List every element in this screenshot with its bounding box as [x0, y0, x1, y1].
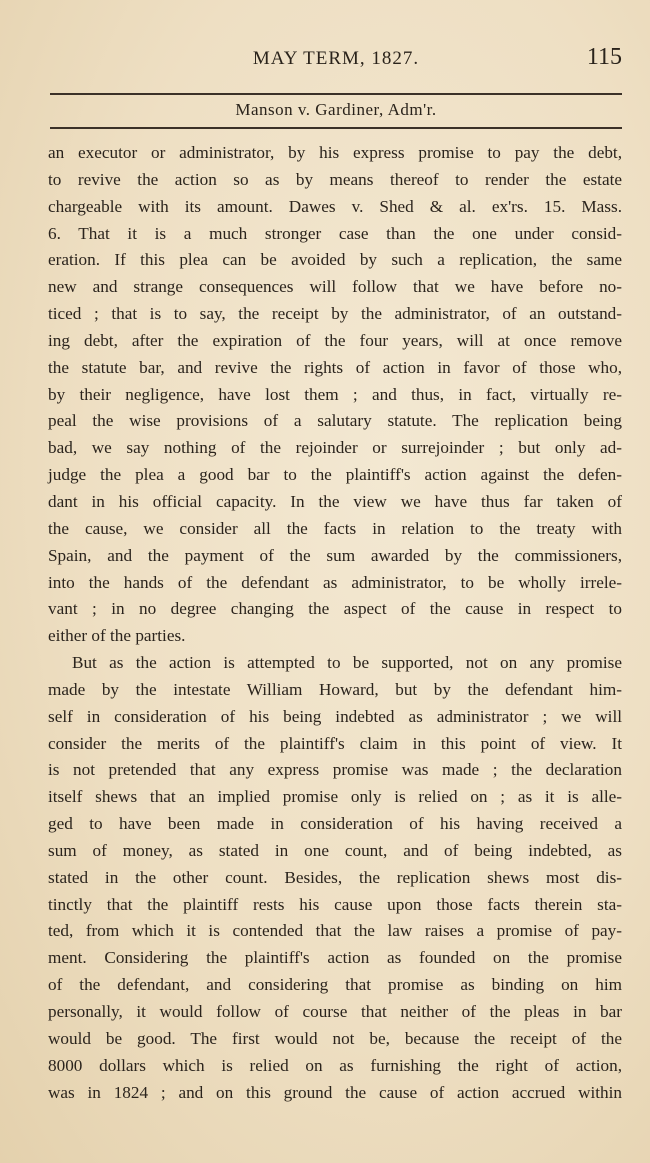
- text-line: sum of money, as stated in one count, and of being indebted, as: [48, 840, 622, 860]
- text-line: Spain, and the payment of the sum awarded by the commissioners,: [48, 545, 622, 565]
- body-text: [48, 140, 622, 1106]
- text-line: ged to have been made in consideration of his having received a: [48, 814, 622, 834]
- text-line: either of the parties.: [48, 626, 186, 646]
- text-line: ing debt, after the expiration of the four years, will at once remove: [48, 330, 622, 350]
- header-rule-top: [50, 93, 622, 95]
- text-line: was in 1824 ; and on this ground the cause of action accrued within: [48, 1082, 622, 1102]
- text-line: personally, it would follow of course that neither of the pleas in bar: [48, 1002, 622, 1021]
- text-line: itself shews that an implied promise only is relied on ; as it is alle-: [48, 787, 622, 807]
- text-line: bad, we say nothing of the rejoinder or surrejoinder ; but only ad-: [48, 438, 622, 458]
- text-line: consider the merits of the plaintiff's claim in this point of view. It: [48, 733, 622, 753]
- text-line: stated in the other count. Besides, the replication shews most dis-: [48, 867, 622, 887]
- text-line: 6. That it is a much stronger case than the one under consid-: [48, 223, 622, 243]
- text-line: But as the action is attempted to be supported, not on any promise: [72, 653, 622, 673]
- text-line: to revive the action so as by means thereof to render the estate: [48, 169, 622, 189]
- text-line: peal the wise provisions of a salutary statute. The replication being: [48, 411, 622, 431]
- case-heading: Manson v. Gardiner, Adm'r.: [235, 100, 437, 119]
- text-line: by their negligence, have lost them ; and thus, in fact, virtually re-: [48, 384, 622, 404]
- text-line: the cause, we consider all the facts in relation to the treaty with: [48, 518, 622, 538]
- text-line: eration. If this plea can be avoided by such a replication, the same: [48, 250, 622, 270]
- text-line: ticed ; that is to say, the receipt by the administrator, of an outstand-: [48, 304, 622, 324]
- text-line: of the defendant, and considering that promise as binding on him: [48, 975, 622, 995]
- text-line: judge the plea a good bar to the plaintiff's action against the defen-: [48, 465, 622, 485]
- page-number: 115: [586, 44, 622, 70]
- text-line: into the hands of the defendant as administrator, to be wholly irrele-: [48, 572, 622, 592]
- text-line: dant in his official capacity. In the view we have thus far taken of: [48, 491, 622, 511]
- header-rule-bottom: [50, 127, 622, 129]
- text-line: ment. Considering the plaintiff's action as founded on the promise: [48, 948, 622, 968]
- running-title: MAY TERM, 1827.: [252, 48, 420, 69]
- running-header: [48, 44, 624, 74]
- text-line: vant ; in no degree changing the aspect of the cause in respect to: [48, 599, 622, 619]
- text-line: ted, from which it is contended that the law raises a promise of pay-: [48, 921, 622, 941]
- text-line: 8000 dollars which is relied on as furnishing the right of action,: [48, 1055, 622, 1075]
- text-line: chargeable with its amount. Dawes v. Shed & al. ex'rs. 15. Mass.: [48, 196, 622, 216]
- text-line: is not pretended that any express promise was made ; the declaration: [48, 760, 622, 780]
- text-line: made by the intestate William Howard, but by the defendant him-: [48, 679, 622, 699]
- text-line: the statute bar, and revive the rights of action in favor of those who,: [48, 357, 622, 377]
- text-line: would be good. The first would not be, because the receipt of the: [48, 1028, 622, 1048]
- text-line: self in consideration of his being indebted as administrator ; we will: [48, 706, 622, 726]
- text-line: new and strange consequences will follow that we have before no-: [48, 277, 622, 297]
- text-line: tinctly that the plaintiff rests his cause upon those facts therein sta-: [48, 894, 622, 914]
- text-line: an executor or administrator, by his express promise to pay the debt,: [48, 143, 622, 162]
